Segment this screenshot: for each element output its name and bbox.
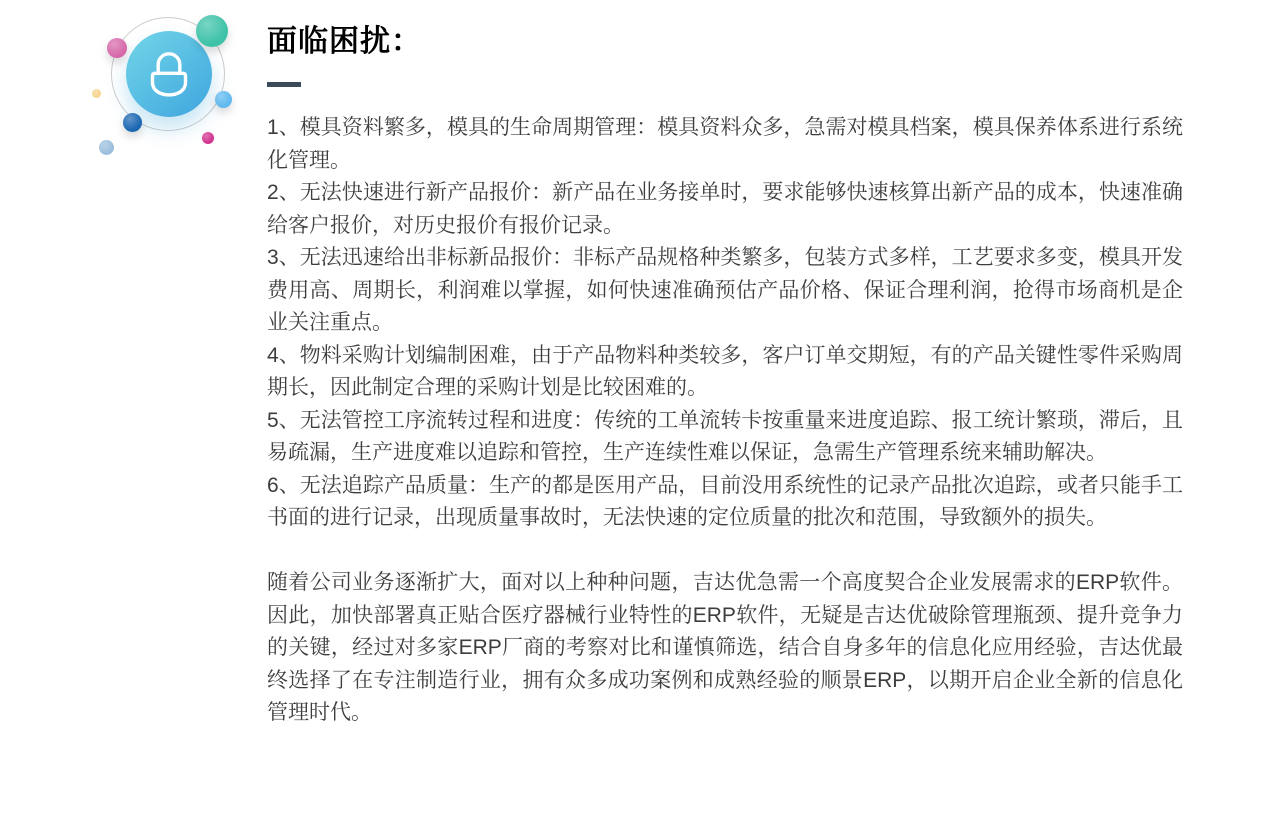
title-underline <box>267 82 301 87</box>
pain-point-1: 1、模具资料繁多，模具的生命周期管理：模具资料众多，急需对模具档案，模具保养体系进行系统化管理。 <box>267 116 1183 172</box>
article-body <box>267 112 1183 730</box>
pain-point-2: 2、无法快速进行新产品报价：新产品在业务接单时，要求能够快速核算出新产品的成本，快速准确给客户报价，对历史报价有报价记录。 <box>267 181 1183 237</box>
dark-blue-dot <box>123 113 142 132</box>
yellow-dot <box>92 89 101 98</box>
lock-badge <box>126 31 212 117</box>
closing-paragraph: 随着公司业务逐渐扩大，面对以上种种问题，吉达优急需一个高度契合企业发展需求的ERP软件。因此，加快部署真正贴合医疗器械行业特性的ERP软件，无疑是吉达优破除管理瓶颈、提升竞争力的关键，经过对多家ERP厂商的考察对比和谨慎筛选，结合自身多年的信息化应用经验，吉达优最终选择了在专注制造行业，拥有众多成功案例和成熟经验的顺景ERP，以期开启企业全新的信息化管理时代。 <box>267 571 1183 724</box>
magenta-dot <box>202 132 214 144</box>
pain-point-6: 6、无法追踪产品质量：生产的都是医用产品，目前没用系统性的记录产品批次追踪，或者只能手工书面的进行记录，出现质量事故时，无法快速的定位质量的批次和范围，导致额外的损失。 <box>267 473 1183 529</box>
light-blue-dot <box>215 91 232 108</box>
pain-point-5: 5、无法管控工序流转过程和进度：传统的工单流转卡按重量来进度追踪、报工统计繁琐，滞后，且易疏漏，生产进度难以追踪和管控，生产连续性难以保证，急需生产管理系统来辅助解决。 <box>267 408 1183 464</box>
pink-dot <box>107 38 127 58</box>
section-title: 面临困扰： <box>267 25 422 58</box>
lock-icon <box>149 51 189 97</box>
teal-dot <box>196 15 228 47</box>
pain-point-3: 3、无法迅速给出非标新品报价：非标产品规格种类繁多，包装方式多样，工艺要求多变，模具开发费用高、周期长，利润难以掌握，如何快速准确预估产品价格、保证合理利润，抢得市场商机是企业关注重点。 <box>267 246 1183 334</box>
pain-point-4: 4、物料采购计划编制困难，由于产品物料种类较多，客户订单交期短，有的产品关键性零件采购周期长，因此制定合理的采购计划是比较困难的。 <box>267 343 1183 399</box>
steel-blue-dot <box>99 140 114 155</box>
decorative-lock-graphic <box>0 0 260 190</box>
